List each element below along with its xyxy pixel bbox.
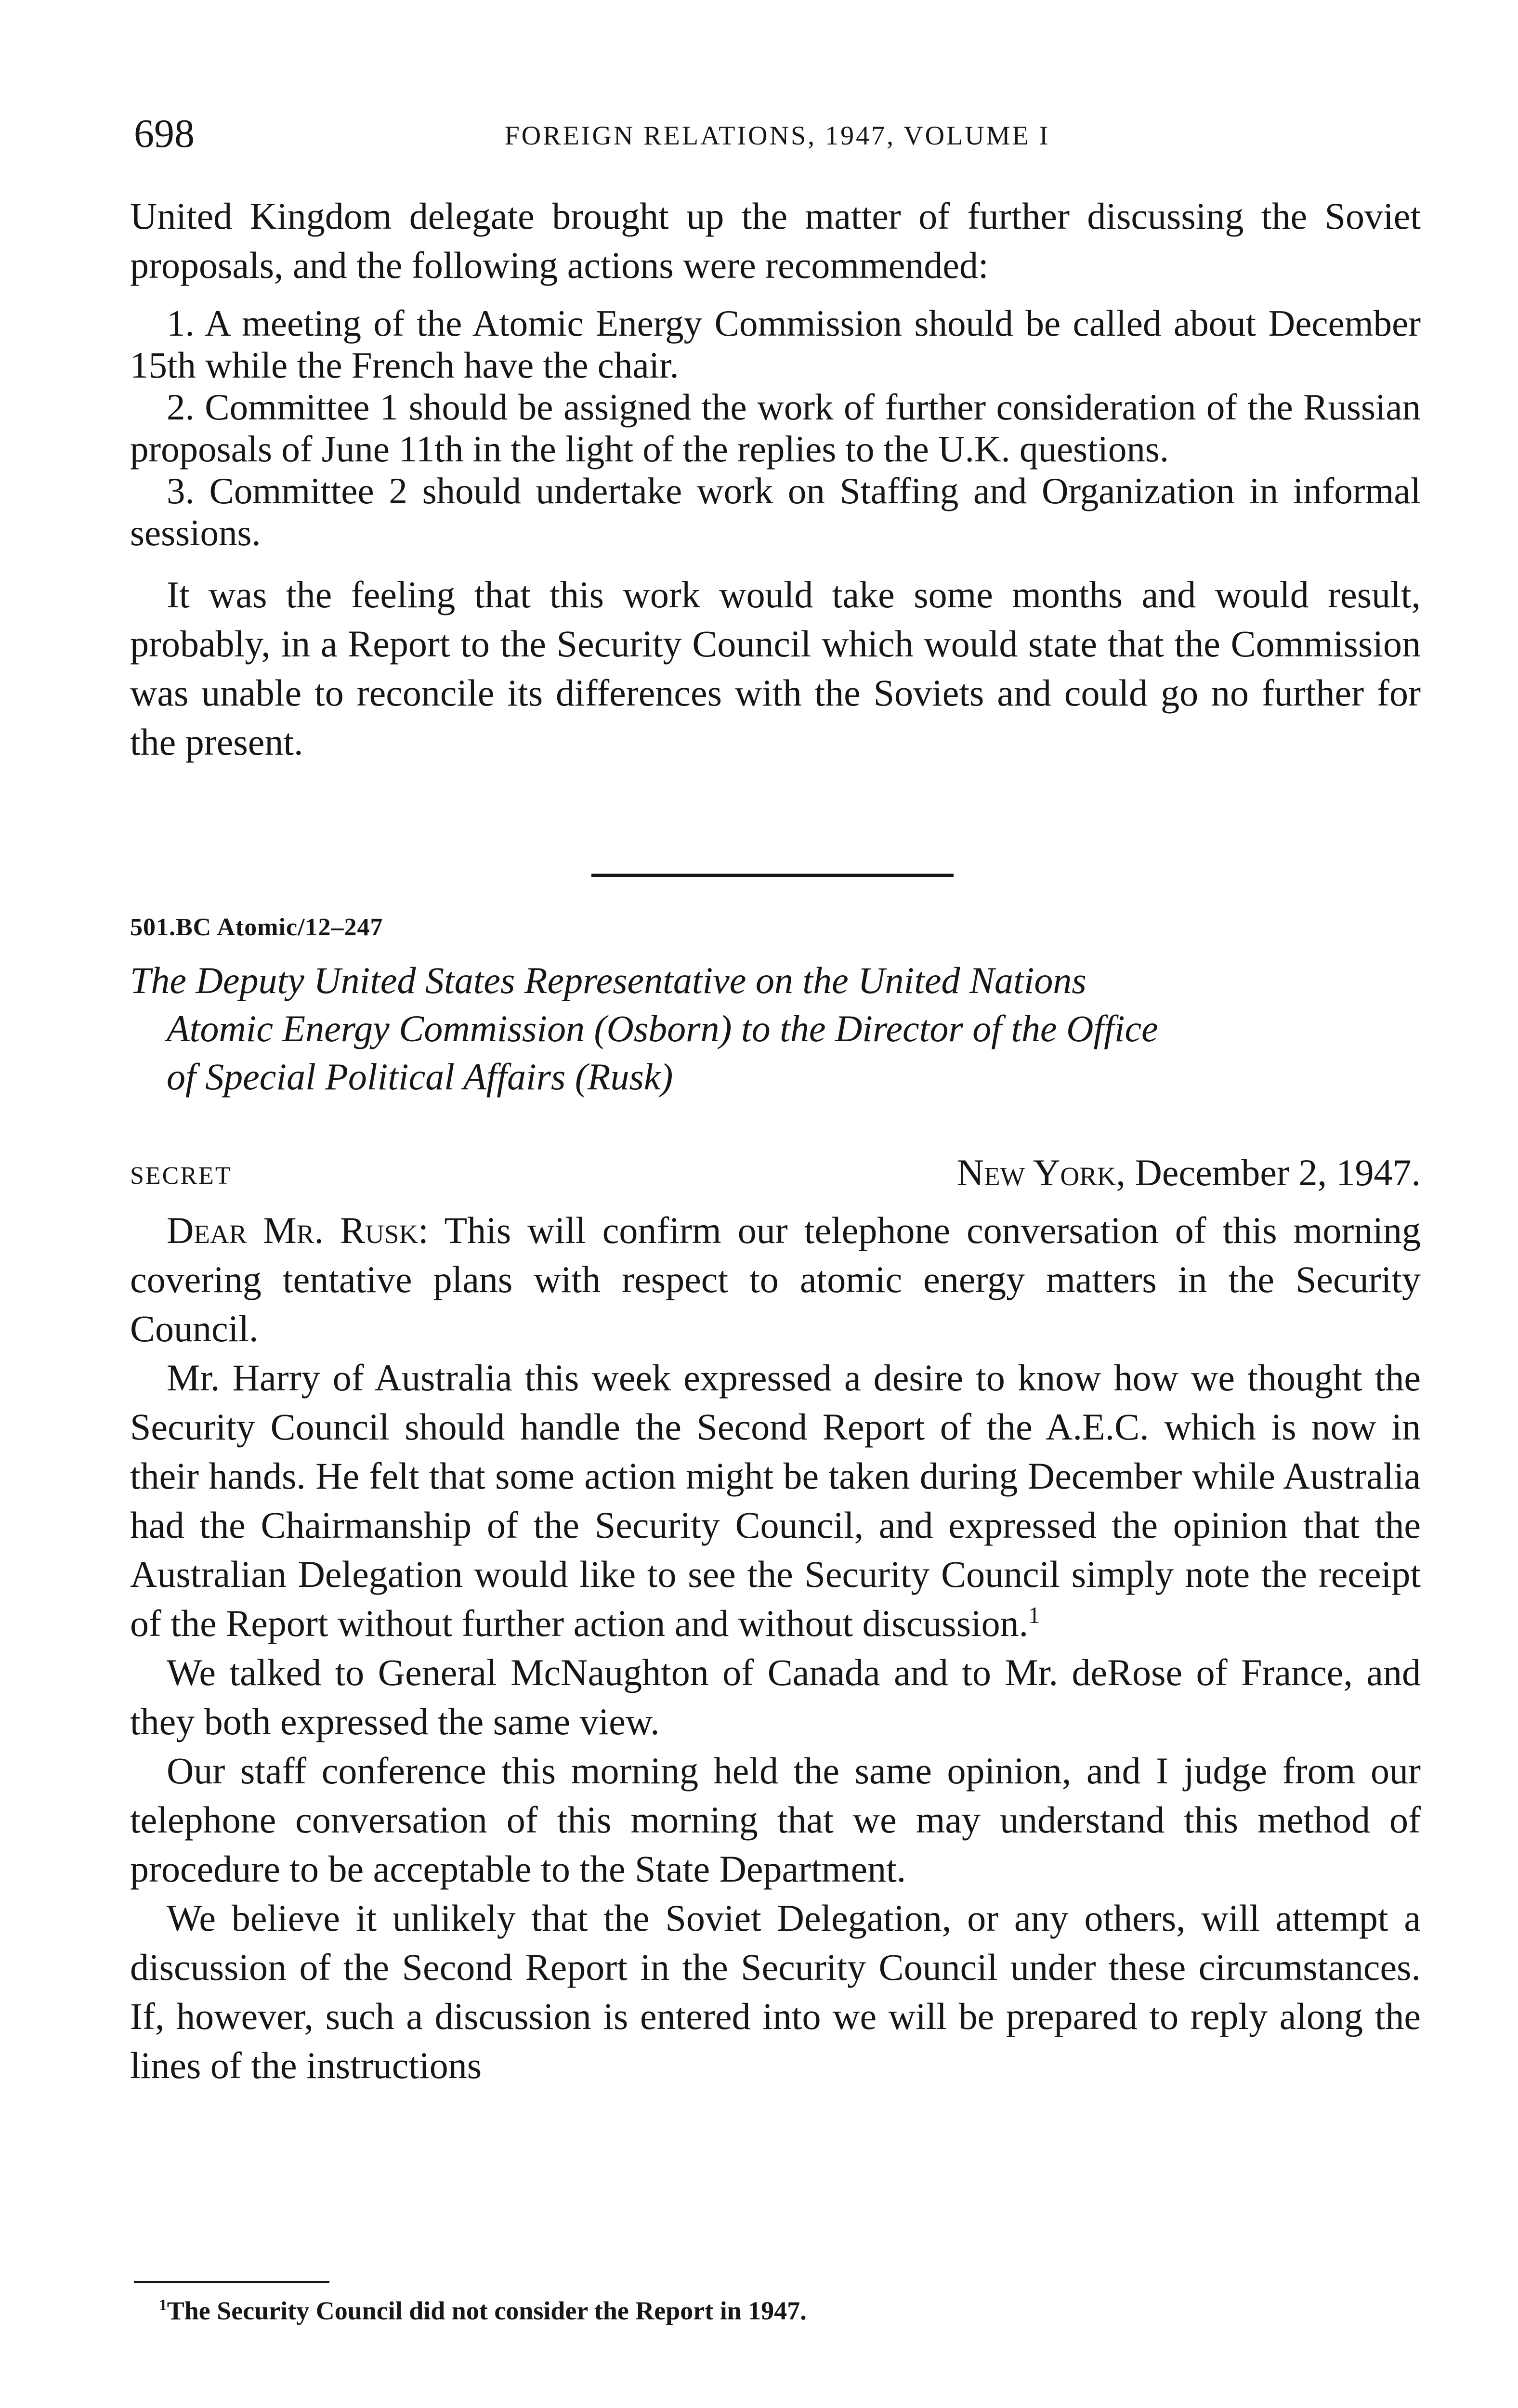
intro-paragraph: United Kingdom delegate brought up the matter of further discussing the Soviet proposals, and the following actions were recommended: xyxy=(130,195,1421,286)
intro-closing-paragraph: It was the feeling that this work would take some months and would result, probably, in a Report to the Security Council which would state that the Commission was unable to reconcile its differences with the Soviets and could go no further for the present. xyxy=(130,574,1421,763)
page-header xyxy=(134,110,1421,163)
heading-line: of Special Political Affairs (Rusk) xyxy=(167,1056,673,1098)
footnote xyxy=(159,2294,807,2327)
recommendation-item: 3. Committee 2 should undertake work on Staffing and Organization in informal sessions. xyxy=(130,470,1421,553)
file-reference: 501.BC Atomic/12–247 xyxy=(130,914,383,941)
salutation: Dear Mr. Rusk xyxy=(167,1209,419,1251)
recommendation-item: 1. A meeting of the Atomic Energy Commission should be called about December 15th while the French have the chair. xyxy=(130,302,1421,386)
document-heading xyxy=(130,956,1421,1101)
classification-marking: SECRET xyxy=(130,1162,232,1190)
footnote-marker: 1 xyxy=(159,2296,167,2314)
section-divider xyxy=(591,874,954,877)
letter-date: , December 2, 1947. xyxy=(1116,1152,1421,1193)
letter-paragraph: We believe it unlikely that the Soviet Delegation, or any others, will attempt a discussion of the Second Report in the Security Council under these circumstances. If, however, such a discussion is entered into we will be prepared to reply along the lines of the instructions xyxy=(130,1897,1421,2086)
intro-section xyxy=(130,192,1421,767)
place-name: New York xyxy=(956,1152,1116,1193)
footnote-divider xyxy=(134,2281,329,2283)
letter-paragraph: We talked to General McNaughton of Canada and to Mr. deRose of France, and they both expressed the same view. xyxy=(130,1651,1421,1742)
heading-line: Atomic Energy Commission (Osborn) to the Director of the Office xyxy=(167,1008,1158,1049)
recommendation-item: 2. Committee 1 should be assigned the work of further consideration of the Russian proposals of June 11th in the light of the replies to the U.K. questions. xyxy=(130,386,1421,470)
page-number: 698 xyxy=(134,111,195,156)
heading-line: The Deputy United States Representative on the United Nations xyxy=(130,959,1086,1001)
running-title: FOREIGN RELATIONS, 1947, VOLUME I xyxy=(504,121,1050,151)
letter-paragraph: Our staff conference this morning held the same opinion, and I judge from our telephone conversation of this morning that we may understand this method of procedure to be acceptable to the State Department. xyxy=(130,1750,1421,1890)
letter-body xyxy=(130,1206,1421,2090)
dateline xyxy=(957,1151,1421,1194)
letter-paragraph: Mr. Harry of Australia this week expressed a desire to know how we thought the Security Council should handle the Second Report of the A.E.C. which is now in their hands. He felt that some action might be taken during December while Australia had the Chairmanship of the Security Council, and expressed the opinion that the Australian Delegation would like to see the Security Council simply note the receipt of the Report without further action and without discussion.$^1$ xyxy=(130,1357,1421,1644)
recommendation-list xyxy=(130,302,1421,554)
footnote-text: The Security Council did not consider the Report in 1947. xyxy=(167,2296,807,2325)
footnote-reference: 1 xyxy=(1028,1603,1040,1628)
letter-paragraph: Dear Mr. Rusk: This will confirm our telephone conversation of this morning covering tentative plans with respect to atomic energy matters in the Security Council. xyxy=(130,1209,1421,1349)
